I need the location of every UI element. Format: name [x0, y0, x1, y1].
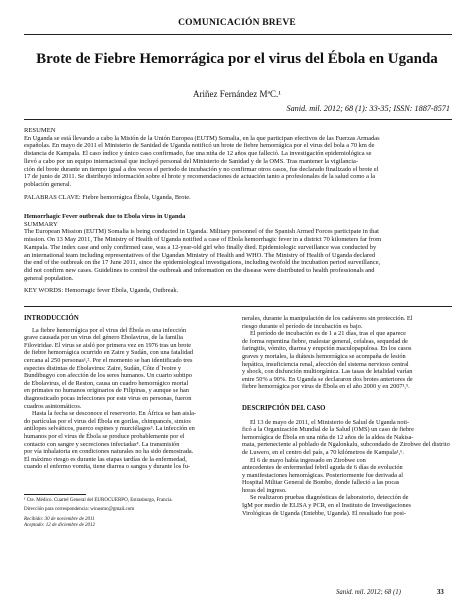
author-affiliation: ¹ Cte. Médico. Cuartel General del EUROCUERPO, Estrasburgo, Francia.: [24, 498, 173, 503]
body-line: Se realizaron pruebas diagnósticas de laboratorio, detección de: [250, 494, 409, 502]
body-line: Hasta la fecha se desconoce el reservorio. En África se han aisla-: [32, 410, 196, 418]
body-line: humanos por el virus de Ébola se produce probablemente por el: [24, 432, 185, 440]
body-line: diagnosticado pocas infecciones por este virus en personas, fueron: [24, 394, 192, 402]
body-line: fiebre hemorrágica por virus de Ébola en el año 2000 y en 2007¹,⁵.: [242, 383, 410, 391]
body-line: Virológicas de Uganda (Entebbe, Uganda). El resultado fue posi-: [242, 509, 406, 517]
section-label: COMUNICACIÓN BREVE: [178, 18, 296, 28]
correspondence: Dirección para correspondencia: winosmc@gmail.com: [24, 507, 135, 512]
summary-line: The European Mission (EUTM) Somalia is being conducted in Uganda. Military personnel of the Spanish Armed Forces participate in that: [24, 228, 379, 236]
body-line: entre 50% a 90%. En Uganda se declararon dos brotes anteriores de: [242, 375, 413, 383]
right-column: [242, 315, 450, 517]
resumen-line: población general.: [24, 180, 72, 188]
summary-line: an international team including representatives of the Ugandan Ministry of Health and WHO. The Ministry of Health of Uganda declared: [24, 251, 376, 259]
body-line: Bundibugyo con afección de los seres humanos. Un cuarto subtipo: [24, 372, 192, 380]
body-line: nerales, durante la manipulación de los cadáveres sin protección. El: [242, 315, 413, 322]
body-line: Hospital Militar General de Bombo, donde falleció a las pocas: [242, 479, 400, 487]
resumen-line: 17 de junio de 2011. Se distribuyó información sobre el brote y recomendaciones de actuación tanto a profesionales de la salud como a la: [24, 173, 376, 181]
body-line: faringitis, vómito, diarrea y erupción maculopapulosa. En los casos: [242, 345, 412, 353]
summary-heading: SUMMARY: [24, 220, 58, 228]
resumen-line: españolas. En mayo de 2011 el Ministerio de Sanidad de Uganda notificó un brote de fiebre hemorrágica por el virus del bola a 70 km de: [24, 142, 375, 150]
body-line: do partículas por el virus del Ébola en gorilas, chimpancés, simios: [24, 417, 191, 425]
body-line: El máximo riesgo es durante las etapas tardías de la enfermedad,: [24, 455, 187, 463]
body-line: Filoviridae. El virus se aisló por primera vez en 1976 tras un brote: [24, 341, 191, 349]
summary-line: mission. On 13 May 2011, The Ministry of Health of Uganda notified a case of Ebola hemorrhagic fever in a district 70 kilometers far from: [24, 236, 382, 244]
body-line: ficó a la Organización Mundial de la Salud (OMS) un caso de fiebre: [242, 426, 414, 434]
body-line: y manifestaciones hemorrágicas. Posteriormente fue derivada al: [242, 471, 404, 479]
body-line: riesgo durante el período de incubación es bajo.: [242, 322, 363, 330]
resumen-line: ción del brote durante un tiempo igual a dos veces el periodo de incubación y no confirmar otros casos, fue declarado finalizado el brote el: [24, 165, 379, 173]
case-heading: DESCRIPCIÓN DEL CASO: [242, 404, 326, 412]
resumen-line: En Uganda se está llevando a cabo la Misión de la Unión Europea (EUTM) Somalia, en la que participan efectivos de las Fuerzas Armadas: [24, 134, 380, 142]
body-line: grave causada por un virus del género Ebolavirus, de la familia: [24, 334, 183, 342]
resumen-heading: RESUMEN: [24, 127, 56, 134]
body-line: hemorrágica de Ébola en una niña de 12 años de la aldea de Nakisa-: [242, 433, 414, 441]
summary-keywords: KEY WORDS: Hemorragic fever Ebola, Uganda, Outbreak.: [24, 287, 179, 295]
intro-heading: INTRODUCCIÓN: [24, 315, 79, 322]
body-line: cuadros asintomáticos.: [24, 402, 82, 410]
author-line: Ariñez Fernández MªC.¹: [193, 89, 281, 99]
body-line: hepática, insuficiencia renal, afección del sistema nervioso central: [242, 360, 409, 368]
header-rule: [24, 34, 452, 35]
body-line: horas del ingreso.: [242, 486, 287, 494]
body-line: por vía inhalatoria en condiciones naturales no ha sido demostrada.: [24, 448, 194, 456]
body-line: IgM por medio de ELISA y PCR, en el Instituto de Investigaciones: [242, 502, 411, 510]
body-line: El 6 de mayo había ingresado en Zirobwe con: [250, 456, 366, 464]
body-line: graves y mortales, la diátesis hemorrágica se acompaña de lesión: [242, 352, 406, 360]
body-line: de fiebre hemorrágica ocurrido en Zaire y Sudán, con una fatalidad: [24, 349, 194, 357]
body-line: de Luwero, en el centro del país, a 70 kilómetros de Kampala¹,⁶.: [242, 448, 404, 456]
body-line: de forma repentina fiebre, malestar general, cefaleas, sequedad de: [242, 337, 408, 345]
body-line: de Ebolavirus, el de Reston, causa un cuadro hemorrágico mortal: [24, 379, 189, 387]
body-line: El período de incubación es de 1 a 21 días, tras el que aparece: [250, 330, 406, 338]
abstract-rule: [24, 306, 452, 307]
body-line: antílopes selváticos, puerco espines y murciélagos³. La infección en: [24, 425, 195, 433]
summary-line: Kampala. The index case and only confirmed case, was a 12-year-old girl who finally died. Epidemiologic surveillance was conducted by: [24, 243, 377, 251]
summary-block: [24, 213, 452, 295]
body-line: mata, perteneciente al poblado de Ngalonkalu, subcondado de Zirobwe del distrito: [242, 441, 450, 449]
body-line: especies distintas de Ebolavirus: Zaire, Sudán, Côte d´Ivoire y: [24, 364, 182, 372]
summary-line: did not confirm new cases. Guidelines to control the outbreak and information on the disease were distributed to health professionals and: [24, 266, 375, 274]
accepted-date: Aceptado: 12 de diciembre de 2012: [24, 523, 96, 528]
footnote-rule: [24, 494, 86, 495]
resumen-keywords: PALABRAS CLAVE: Fiebre hemorrágica Ébola, Uganda, Brote.: [24, 193, 191, 201]
body-line: y shock, con disfunción multiorgánica. Las tasas de letalidad varían: [242, 368, 413, 376]
article-title: Brote de Fiebre Hemorrágica por el virus del Ébola en Uganda: [36, 51, 438, 67]
body-line: cercana al 250 personas¹,². Por el momento se han identificado tres: [24, 356, 193, 364]
body-line: contacto con sangre y secreciones infectadas⁴. La transmisión: [24, 440, 180, 448]
citation-rule: [24, 119, 452, 120]
footer-journal: Sanid. mil. 2012; 68 (1): [336, 589, 401, 596]
resumen-block: [24, 127, 452, 201]
footnotes: [24, 498, 224, 529]
resumen-line: distancia de Kampala. El caso índice y único caso confirmado, fue una niña de 12 años que falleció. La investigación epidemiológica se: [24, 150, 372, 158]
body-line: El 13 de mayo de 2011, el Ministerio de Salud de Uganda noti-: [250, 418, 410, 426]
body-line: en primates no humanos originarios de Filipinas, y aunque se han: [24, 387, 189, 395]
summary-line: the end of the outbreak on the 17 June 2011, since the epidemiological investigations, including twofold the incubation period surveillance,: [24, 259, 381, 267]
received-date: Recibido: 30 de noviembre de 2011: [24, 517, 95, 522]
left-column: [24, 315, 224, 471]
body-line: antecedentes de enfermedad febril aguda de 6 días de evolución: [242, 464, 403, 472]
body-line: La fiebre hemorrágica por el virus del Ébola es una infección: [32, 326, 187, 334]
summary-line: general population.: [24, 274, 74, 282]
page-number: 33: [437, 589, 444, 596]
citation-line: Sanid. mil. 2012; 68 (1): 33-35; ISSN: 1887-8571: [286, 104, 450, 113]
summary-english-title: Hemorrhagic Fever outbreak due to Ebola virus in Uganda: [24, 213, 186, 220]
body-line: cuando el enfermo vomita, tiene diarrea o sangra y durante los fu-: [24, 463, 191, 471]
resumen-line: llevó a cabo por un equipo internacional que incluyó personal del Ministerio de Sanidad y de la OMS. Tras mantener la vigilancia-: [24, 157, 359, 165]
